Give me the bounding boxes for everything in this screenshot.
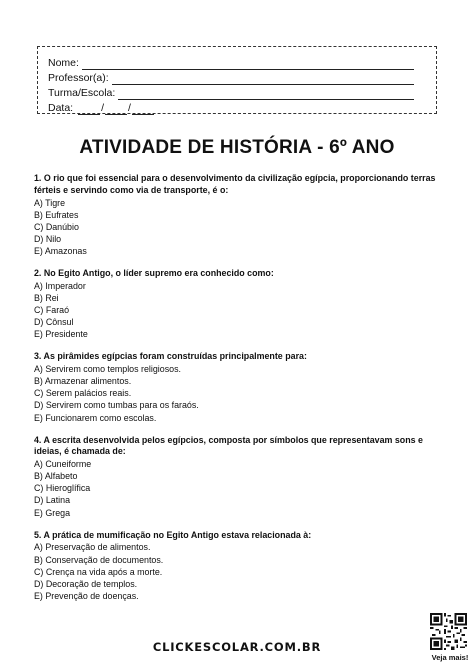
option-c: C) Crença na vida após a morte.	[34, 566, 163, 577]
question-1	[34, 173, 444, 257]
option-c: C) Hieroglífica	[34, 483, 91, 494]
turma-label: Turma/Escola:	[48, 87, 116, 99]
option-b: B) Eufrates	[34, 209, 79, 220]
option-b: B) Alfabeto	[34, 471, 78, 482]
question-text: 4. A escrita desenvolvida pelos egípcios, composta por símbolos que representavam sons e ideias, é chamada de:	[34, 434, 423, 457]
option-a: A) Imperador	[34, 280, 86, 291]
option-d: D) Cônsul	[34, 317, 74, 328]
option-d: D) Decoração de templos.	[34, 578, 138, 589]
question-5	[34, 530, 444, 602]
option-b: B) Conservação de documentos.	[34, 554, 164, 565]
date-field[interactable]: / /	[77, 102, 155, 115]
turma-row	[48, 85, 426, 100]
option-e: E) Funcionarem como escolas.	[34, 412, 157, 423]
date-month-field[interactable]	[105, 104, 127, 115]
question-4	[34, 435, 444, 519]
option-e: E) Amazonas	[34, 245, 87, 256]
date-day-field[interactable]	[78, 104, 100, 115]
option-e: E) Grega	[34, 507, 71, 518]
option-c: C) Serem palácios reais.	[34, 388, 132, 399]
question-text: 3. As pirâmides egípcias foram construídas principalmente para:	[34, 351, 307, 362]
question-3	[34, 351, 444, 423]
option-e: E) Prevenção de doenças.	[34, 590, 139, 601]
site-brand[interactable]: CLICKESCOLAR.COM.BR	[152, 640, 322, 654]
data-row	[48, 100, 426, 115]
option-d: D) Latina	[34, 495, 71, 506]
student-info-box	[37, 46, 437, 114]
professor-field[interactable]	[112, 74, 414, 85]
question-text: 1. O rio que foi essencial para o desenvolvimento da civilização egípcia, proporcionando terras férteis e servindo como via de transporte, é o:	[34, 173, 436, 195]
option-d: D) Nilo	[34, 233, 62, 244]
option-a: A) Preservação de alimentos.	[34, 542, 151, 553]
nome-field[interactable]	[82, 59, 414, 70]
option-c: C) Danúbio	[34, 221, 79, 232]
page-title: ATIVIDADE DE HISTÓRIA - 6º ANO	[79, 137, 395, 158]
qr-code-icon[interactable]	[430, 613, 467, 650]
question-2	[34, 268, 444, 340]
question-text: 2. No Egito Antigo, o líder supremo era conhecido como:	[34, 268, 274, 279]
option-b: B) Rei	[34, 292, 59, 303]
veja-mais-label: Veja mais!	[431, 653, 469, 662]
nome-row	[48, 55, 426, 70]
nome-label: Nome:	[48, 57, 79, 69]
professor-row	[48, 70, 426, 85]
option-b: B) Armazenar alimentos.	[34, 376, 132, 387]
date-year-field[interactable]	[132, 104, 154, 115]
data-label: Data:	[48, 102, 74, 114]
option-d: D) Servirem como tumbas para os faraós.	[34, 400, 199, 411]
option-a: A) Servirem como templos religiosos.	[34, 364, 181, 375]
question-list	[34, 173, 444, 613]
option-c: C) Faraó	[34, 305, 70, 316]
professor-label: Professor(a):	[48, 72, 109, 84]
option-a: A) Tigre	[34, 197, 66, 208]
turma-field[interactable]	[118, 89, 414, 100]
option-e: E) Presidente	[34, 329, 88, 340]
option-a: A) Cuneiforme	[34, 459, 92, 470]
question-text: 5. A prática de mumificação no Egito Antigo estava relacionada à:	[34, 529, 312, 540]
